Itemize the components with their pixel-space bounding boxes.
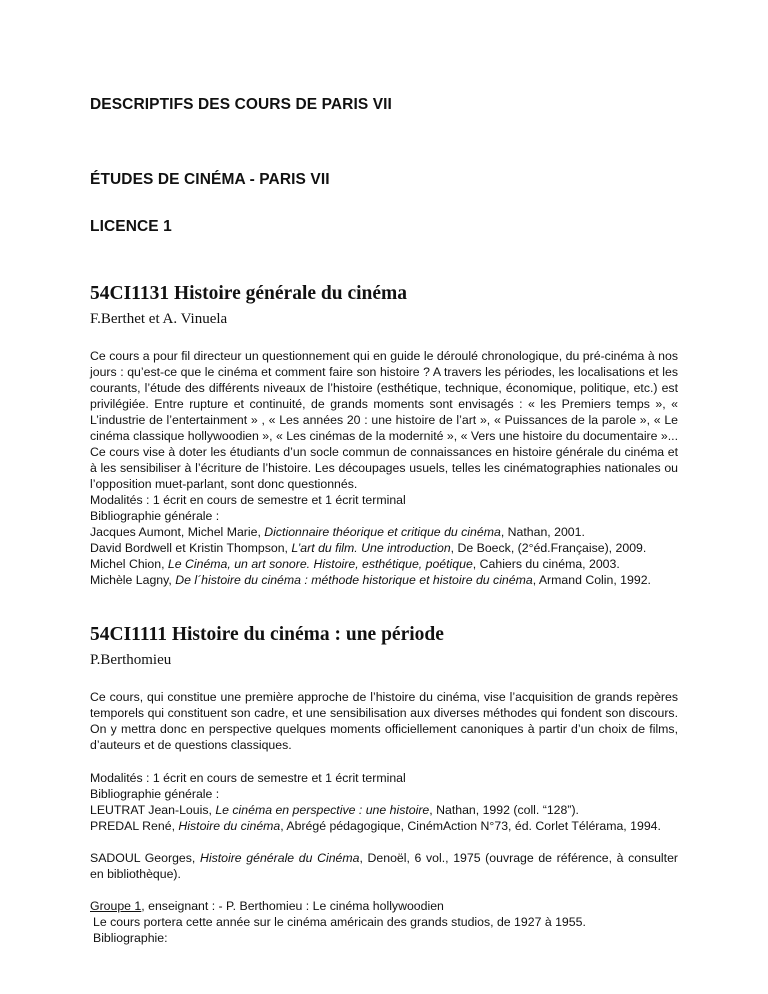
modalites-1: Modalités : 1 écrit en cours de semestre et 1 écrit terminal [90, 493, 406, 507]
bibliography-entry: Jacques Aumont, Michel Marie, Dictionnaire théorique et critique du cinéma, Nathan, 2001. [90, 525, 585, 539]
course-teachers-1: F.Berthet et A. Vinuela [90, 311, 228, 327]
bibliography-entry: Michel Chion, Le Cinéma, un art sonore. Histoire, esthétique, poétique, Cahiers du cinéma, 2003. [90, 557, 620, 571]
bibliography-entry: LEUTRAT Jean-Louis, Le cinéma en perspective : une histoire, Nathan, 1992 (coll. “128”). [90, 803, 579, 817]
bibliography-entry: David Bordwell et Kristin Thompson, L’art du film. Une introduction, De Boeck, (2°éd.Française), 2009. [90, 541, 647, 555]
group-label: Groupe 1 [90, 899, 142, 913]
document-title: DESCRIPTIFS DES COURS DE PARIS VII [90, 96, 392, 113]
level-title: LICENCE 1 [90, 218, 172, 235]
bibliography-entry: Michèle Lagny, De l´histoire du cinéma : méthode historique et histoire du cinéma, Armand Colin, 1992. [90, 573, 651, 587]
bibliography-label-1: Bibliographie générale : [90, 509, 220, 523]
group-description: Le cours portera cette année sur le cinéma américain des grands studios, de 1927 à 1955. [93, 915, 586, 929]
modalites-2: Modalités : 1 écrit en cours de semestre et 1 écrit terminal [90, 771, 406, 785]
group-bibliography-label: Bibliographie: [93, 931, 168, 945]
course-teachers-2: P.Berthomieu [90, 652, 172, 668]
bibliography-entry: SADOUL Georges, Histoire générale du Cinéma, Denoël, 6 vol., 1975 (ouvrage de référence, à consulter en bibliothèque). [90, 851, 679, 881]
course-description-2: Ce cours, qui constitue une première approche de l’histoire du cinéma, vise l’acquisition de grands repères temporels qui constituent son cadre, et une sensibilisation aux diverses méthodes qui fondent son discours. On y mettra donc en perspective quelques moments officiellement canoniques à partir d’un choix de films, d’auteurs et de questions classiques. [90, 690, 678, 752]
group-heading: Groupe 1, enseignant : - P. Berthomieu : Le cinéma hollywoodien [90, 899, 444, 913]
course-description-1: Ce cours a pour fil directeur un questionnement qui en guide le déroulé chronologique, du pré-cinéma à nos jours : qu’est-ce que le cinéma et comment faire son histoire ? A travers les périodes, les localisations et les courants, l’étude des différents niveaux de l’histoire (esthétique, technique, économique, politique, etc.) est privilégiée. Entre rupture et continuité, de grands moments sont envisagés : « les Premiers temps », « L’industrie de l’entertainment » , « Les années 20 : une histoire de l’art », « Puissances de la parole », « Le cinéma classique hollywoodien », « Les cinémas de la modernité », « Vers une histoire du documentaire »... Ce cours vise à doter les étudiants d’un socle commun de connaissances en histoire générale du cinéma et à les sensibiliser à l’écriture de l’histoire. Les découpages usuels, telles les cinématographies nationales ou l’opposition muet-parlant, sont donc questionnés. [90, 349, 678, 491]
bibliography-entry: PREDAL René, Histoire du cinéma, Abrégé pédagogique, CinémAction N°73, éd. Corlet Télérama, 1994. [90, 819, 661, 833]
department-title: ÉTUDES DE CINÉMA - PARIS VII [90, 171, 330, 188]
course-title-1: 54CI1131 Histoire générale du cinéma [90, 283, 408, 304]
bibliography-label-2: Bibliographie générale : [90, 787, 220, 801]
course-title-2: 54CI1111 Histoire du cinéma : une période [90, 624, 444, 645]
